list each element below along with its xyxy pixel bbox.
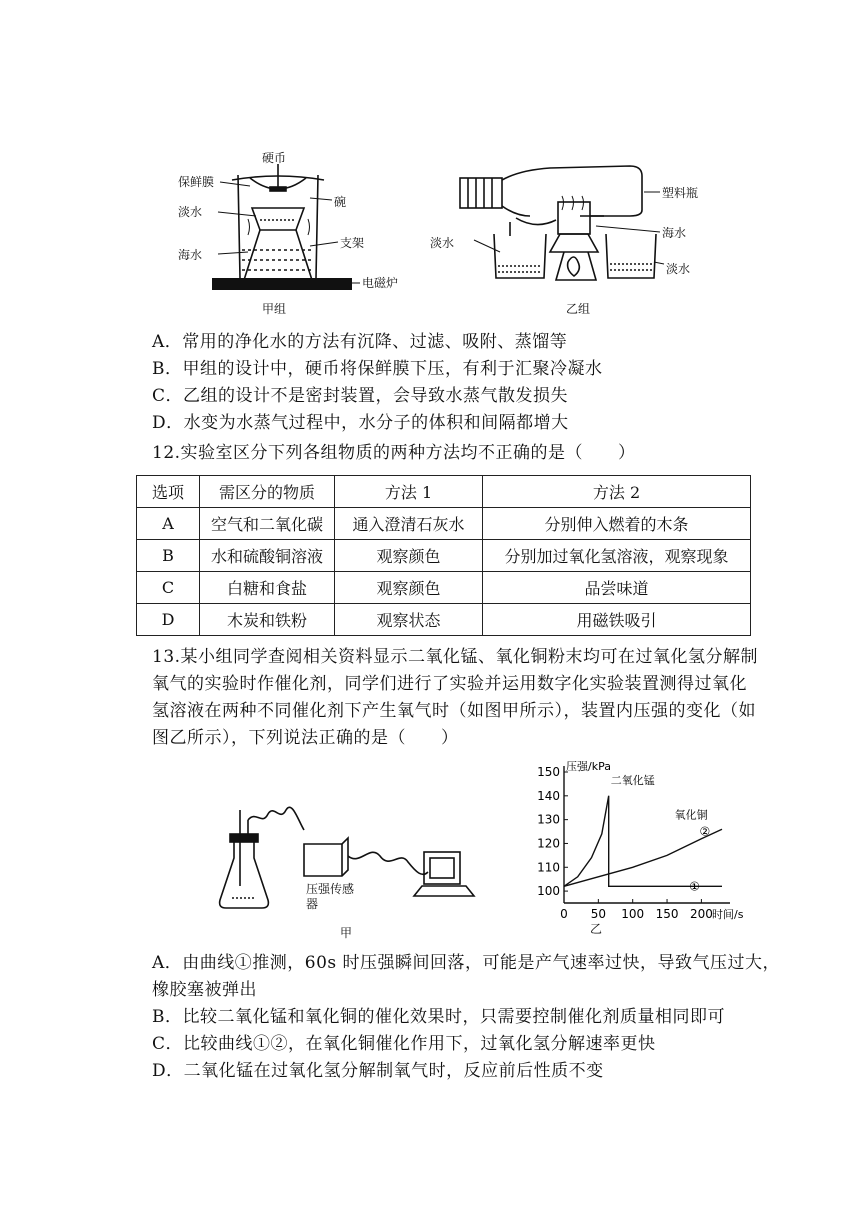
series-line-2	[564, 829, 722, 886]
x-tick-label: 0	[560, 907, 568, 921]
header-method-1: 方法 1	[335, 476, 483, 508]
label-coin: 硬币	[262, 151, 287, 165]
series-marker-1: ①	[689, 879, 700, 894]
cell: A	[137, 508, 200, 540]
q13-option-a: A．由曲线①推测，60s 时压强瞬间回落，可能是产气速率过快，导致气压过大，	[152, 953, 781, 973]
q13-option-d: D．二氧化锰在过氧化氢分解制氧气时，反应前后性质不变	[152, 1061, 604, 1081]
q11-option-b: B．甲组的设计中，硬币将保鲜膜下压，有利于汇聚冷凝水	[152, 359, 603, 379]
label-stand: 支架	[340, 236, 365, 250]
header-substances: 需区分的物质	[200, 476, 335, 508]
q13-option-b: B．比较二氧化锰和氧化铜的催化效果时，只需要控制催化剂质量相同即可	[152, 1007, 725, 1027]
y-tick-label: 100	[537, 884, 560, 899]
caption-yi-group: 乙组	[566, 302, 591, 316]
laptop-base	[414, 886, 474, 896]
cell: 分别加过氧化氢溶液，观察现象	[483, 540, 751, 572]
x-tick-label: 50	[590, 907, 606, 921]
y-tick-label: 120	[537, 836, 560, 851]
label-sea-water: 海水	[178, 248, 203, 262]
q11-option-c: C．乙组的设计不是密封装置，会导致水蒸气散发损失	[152, 386, 569, 406]
cell: B	[137, 540, 200, 572]
label-bowl: 碗	[334, 195, 347, 209]
beaker-apparatus	[232, 164, 324, 282]
y-tick-label: 140	[537, 788, 560, 803]
caption-jia-group: 甲组	[262, 302, 287, 316]
cell: 品尝味道	[483, 572, 751, 604]
cell: 观察颜色	[335, 572, 483, 604]
x-tick-label: 200	[689, 907, 713, 921]
table-row	[137, 508, 751, 540]
q13-stem-line-4: 图乙所示），下列说法正确的是（ ）	[152, 728, 459, 748]
x-tick-label: 100	[621, 907, 645, 921]
table-row	[137, 540, 751, 572]
cell: 观察颜色	[335, 540, 483, 572]
cell: C	[137, 572, 200, 604]
header-option: 选项	[137, 476, 200, 508]
x-axis-label: 时间/s	[712, 908, 744, 921]
q13-stem-line-3: 氢溶液在两种不同催化剂下产生氧气时（如图甲所示），装置内压强的变化（如	[152, 701, 756, 721]
cell: 水和硫酸铜溶液	[200, 540, 335, 572]
cell: 木炭和铁粉	[200, 604, 335, 636]
bottle-apparatus	[460, 166, 656, 280]
label-bottle: 塑料瓶	[662, 186, 699, 200]
cell: D	[137, 604, 200, 636]
label-wrap: 保鲜膜	[178, 175, 215, 189]
q13-stem-line-1: 13.某小组同学查阅相关资料显示二氧化锰、氧化铜粉末均可在过氧化氢分解制	[152, 647, 759, 667]
q11-option-d: D．水变为水蒸气过程中，水分子的体积和间隔都增大	[152, 413, 569, 433]
pressure-chart	[522, 758, 744, 938]
y-tick-label: 150	[537, 765, 560, 779]
fig-water-purification	[160, 140, 720, 320]
cell: 观察状态	[335, 604, 483, 636]
q12-stem: 12.实验室区分下列各组物质的两种方法均不正确的是（ ）	[152, 443, 636, 463]
q12-table	[136, 475, 751, 636]
label-fresh-water: 淡水	[178, 205, 203, 219]
y-tick-label: 110	[537, 860, 560, 875]
label-fresh-left: 淡水	[430, 236, 455, 250]
series-name-1: 二氧化锰	[610, 773, 655, 787]
table-row	[137, 572, 751, 604]
cell: 空气和二氧化碳	[200, 508, 335, 540]
cell: 通入澄清石灰水	[335, 508, 483, 540]
induction-stove	[212, 278, 352, 290]
cell: 用磁铁吸引	[483, 604, 751, 636]
cell: 分别伸入燃着的木条	[483, 508, 751, 540]
table-header-row	[137, 476, 751, 508]
y-axis-label: 压强/kPa	[566, 760, 611, 773]
label-stove: 电磁炉	[362, 276, 399, 290]
q11-option-a: A．常用的净化水的方法有沉降、过滤、吸附、蒸馏等	[152, 332, 568, 352]
label-pressure-sensor: 压强传感器	[306, 882, 355, 911]
label-fresh-right: 淡水	[666, 262, 691, 276]
q13-stem-line-2: 氧气的实验时作催化剂，同学们进行了实验并运用数字化实验装置测得过氧化	[152, 674, 747, 694]
header-method-2: 方法 2	[483, 476, 751, 508]
chart-caption: 乙	[590, 922, 603, 936]
q13-option-c: C．比较曲线①②，在氧化铜催化作用下，过氧化氢分解速率更快	[152, 1034, 656, 1054]
label-sea-water-right: 海水	[662, 226, 687, 240]
q13-option-a-cont: 橡胶塞被弹出	[152, 980, 257, 1000]
y-tick-label: 130	[537, 812, 560, 827]
series-name-2: 氧化铜	[674, 808, 708, 822]
series-marker-2: ②	[699, 824, 711, 839]
caption-jia: 甲	[340, 926, 353, 940]
x-tick-label: 150	[655, 907, 679, 921]
table-row	[137, 604, 751, 636]
cell: 白糖和食盐	[200, 572, 335, 604]
